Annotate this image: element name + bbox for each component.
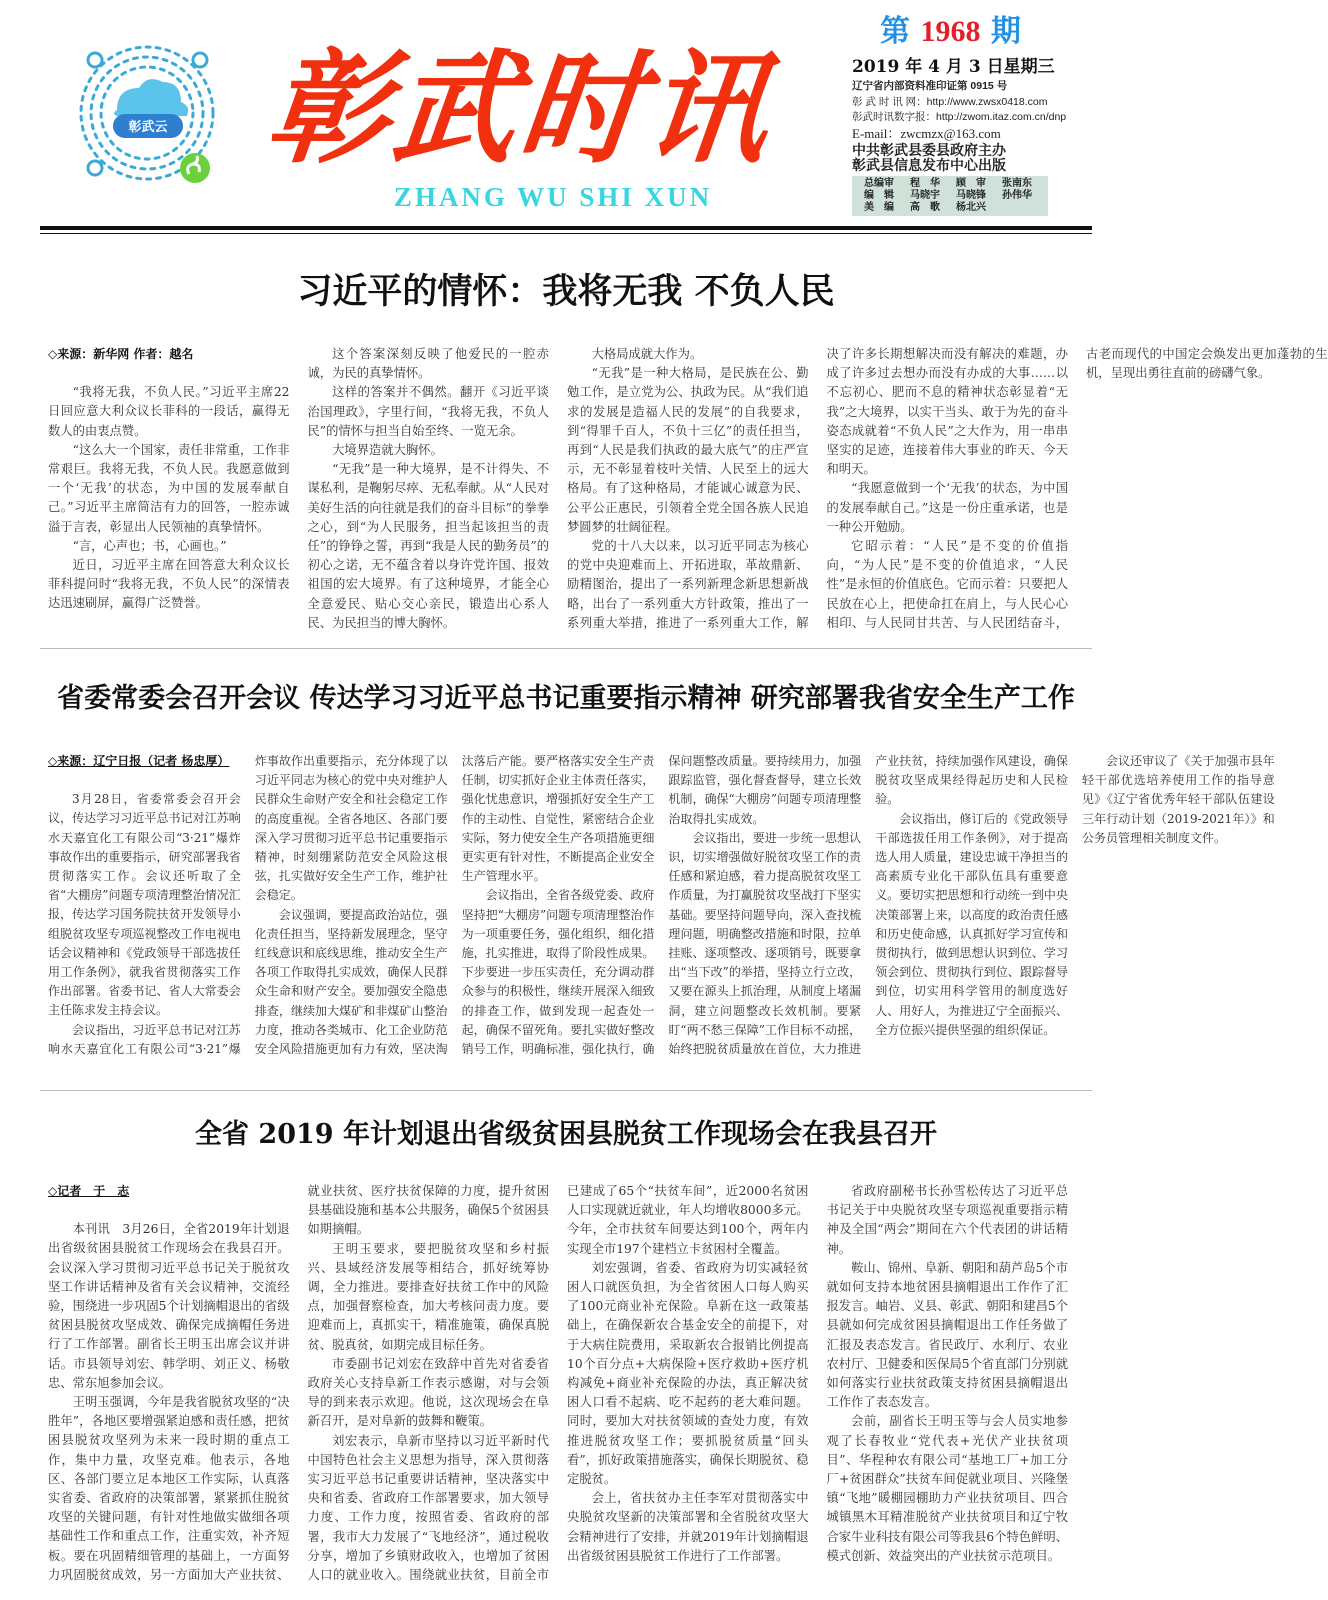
qr-label: 彰武云 <box>128 120 168 135</box>
article-paragraphs <box>48 345 1328 635</box>
publisher-line: 彰武县信息发布中心出版 <box>852 158 1006 174</box>
staff-row: 编 辑 马晓宇 马晓锋 孙伟华 <box>864 190 1032 201</box>
paragraph: 3月28日，省委常委会召开会议，传达学习习近平总书记对江苏响水天嘉宜化工有限公司“3·21”爆炸事故作出的重要指示，研究部署我省贯彻落实工作。会议还听取了全省“大棚房”问题专项清理整治情况汇报，传达学习国务院扶贫开发领导小组脱贫攻坚专项巡视整改工作电视电话会议精神和《党政领导干部选拔任用工作条例》，就我省贯彻落实工作作出部署。省委书记、省人大常委会主任陈求发主持会议。 <box>48 792 241 1018</box>
header-rule-thin <box>40 233 1092 234</box>
issue-date: 2019 年 4 月 3 日星期三 <box>852 57 1055 77</box>
paragraph: 会前，副省长王明玉等与会人员实地参观了长春牧业“党代表+光伏产业扶贫项目”、华程种农有限公司“基地工厂+加工分厂+贫困群众”扶贫车间促就业项目、兴隆堡镇“飞地”暖棚园棚助力产业扶贫项目、四合城镇黑木耳精准脱贫产业扶贫项目和辽宁牧合家牛业科技有限公司等我县6个特色鲜明、模式创新、效益突出的产业扶贫示范项目。 <box>826 1414 1068 1563</box>
article-divider <box>40 1090 1092 1091</box>
masthead-pinyin: ZHANG WU SHI XUN <box>393 182 713 212</box>
header-rule <box>40 226 1092 230</box>
website-link[interactable]: 彰 武 时 讯 网：http://www.zwsx0418.com <box>852 96 1048 108</box>
paragraph: 刘宏表示，阜新市坚持以习近平新时代中国特色社会主义思想为指导，深入贯彻落实习近平总书记重要讲话精神，坚决落实中央和省委、省政府工作部署要求，加大领导力度、工作力度，按照省委、省政府的部署，我市大力发展了“飞地经济”，通过税收分享，增加了乡镇财政收入，也增加了贫困人口的就业收入。围绕就业扶贫，目前全市已建成了65个“扶贫车间”，近2000名贫困人口实现就近就业，年人均增收8000多元。今年，全市扶贫车间要达到100个，两年内实现全市197个建档立卡贫困村全覆盖。 <box>307 1184 809 1583</box>
paragraph: 党的十八大以来，以习近平同志为核心的党中央迎难而上、开拓进取，革故鼎新、励精图治，提出了一系列新理念新思想新战略，出台了一系列重大方针政策，推出了一系列重大举措，推进了一系列重大工作，解决了许多长期想解决而没有解决的难题，办成了许多过去想办而没有办成的大事……以不忘初心、肥而不息的精神状态彰显着“无我”之大境界，以实干当头、敢于为先的奋斗姿态成就着“不负人民”之大作为，用一串串坚实的足迹，连接着伟大事业的昨天、今天和明天。 <box>567 347 1068 630</box>
article-1-body <box>48 345 1328 635</box>
headline-article-2: 省委常委会召开会议 传达学习习近平总书记重要指示精神 研究部署我省安全生产工作 <box>57 683 1075 714</box>
paragraph: 鞍山、锦州、阜新、朝阳和葫芦岛5个市就如何支持本地贫困县摘帽退出工作作了汇报发言。岫岩、义县、彰武、朝阳和建昌5个县就如何完成贫困县摘帽退出工作任务做了汇报及表态发言。省民政厅、水利厅、农业农村厅、卫健委和医保局5个省直部门分别就如何落实行业扶贫政策支持贫困县摘帽退出工作作了表态发言。 <box>826 1260 1068 1410</box>
paragraph: 这样的答案并不偶然。翻开《习近平谈治国理政》，字里行间，“我将无我，不负人民”的情怀与担当自始至终、一览无余。 <box>307 385 549 438</box>
article-paragraphs <box>48 752 1275 1077</box>
article-3-body <box>48 1182 1068 1600</box>
paragraph: 王明玉强调，今年是我省脱贫攻坚的“决胜年”，各地区要增强紧迫感和责任感，把贫困县脱贫攻坚列为未来一段时期的重点工作，集中力量，攻坚克难。他表示，各地区、各部门要立足本地区工作实际，认真落实省委、省政府的决策部署，紧紧抓住脱贫攻坚的关键问题，有针对性地做实做细各项基础性工作和重点工作，注重实效，补齐短板。要在巩固精细管理的基础上，一方面努力巩固脱贫成效，另一方面加大产业扶贫、就业扶贫、医疗扶贫保障的力度，提升贫困县基础设施和基本公共服务，确保5个贫困县如期摘帽。 <box>48 1184 549 1582</box>
paragraph: 会议指出，全省各级党委、政府坚持把“大棚房”问题专项清理整治作为一项重要任务，强化组织，细化措施，扎实推进，取得了阶段性成果。下步要进一步压实责任，充分调动群众参与的积极性，继续开展深入细致的排查工作，做到发现一起查处一起，确保不留死角。要扎实做好整改销号工作，明确标准，强化执行，确保问题整改质量。要持续用力，加强跟踪监管，强化督查督导，建立长效机制，确保“大棚房”问题专项清理整治取得扎实成效。 <box>461 754 862 1057</box>
paragraph: 省政府副秘书长孙雪松传达了习近平总书记关于中央脱贫攻坚专项巡视重要指示精神及全国“两会”期间在六个代表团的讲话精神。 <box>826 1184 1068 1256</box>
paragraph: 会议指出，修订后的《党政领导干部选拔任用工作条例》，对于提高选人用人质量，建设忠诚干净担当的高素质专业化干部队伍具有重要意义。要切实把思想和行动统一到中央决策部署上来，以高度的政治责任感和历史使命感，认真抓好学习宣传和贯彻执行，做到思想认识到位、学习领会到位、贯彻执行到位、跟踪督导到位，切实用科学管用的制度选好人、用好人，为推进辽宁全面振兴、全方位振兴提供坚强的组织保证。 <box>875 811 1068 1037</box>
paragraph: 近日，习近平主席在回答意大利众议长菲科提问时“我将无我，不负人民”的深情表达迅速刷屏，赢得广泛赞誉。 <box>48 558 290 611</box>
issue-prefix: 第 <box>880 14 910 49</box>
issue-number <box>880 6 1021 50</box>
paragraph: “这么大一个国家，责任非常重，工作非常艰巨。我将无我，不负人民。我愿意做到一个‘无我’的状态，为中国的发展奉献自己。”习近平主席简洁有力的回答，一腔赤诚溢于言表，彰显出人民领袖的真挚情怀。 <box>48 442 290 534</box>
publisher-info <box>852 144 1006 174</box>
paragraph: 这个答案深刻反映了他爱民的一腔赤诚，为民的真挚情怀。 <box>307 347 549 381</box>
paragraph: 它昭示着：“人民”是不变的价值指向，“为人民”是不变的价值追求，“人民性”是永恒的价值底色。它而示着：只要把人民放在心上，把使命扛在肩上，与人民心心相印、与人民同甘共苦、与人民团结奋斗，古老而现代的中国定会焕发出更加蓬勃的生机，呈现出勇往直前的磅礴气象。 <box>826 347 1328 630</box>
paragraph: 会议还审议了《关于加强市县年轻干部优选培养使用工作的指导意见》《辽宁省优秀年轻干部队伍建设三年行动计划（2019-2021年）》和公务员管理相关制度文件。 <box>1081 754 1275 845</box>
paragraph: 大境界造就大胸怀。 <box>332 443 443 458</box>
byline: ◇记者 于 志 <box>48 1184 130 1198</box>
article-divider <box>40 648 1092 649</box>
paragraph: 市委副书记刘宏在致辞中首先对省委省政府关心支持阜新工作表示感谢，对与会领导的到来表示欢迎。他说，这次现场会在阜新召开，是对阜新的鼓舞和鞭策。 <box>307 1356 549 1429</box>
digital-edition-link[interactable]: 彰武时讯数字报：http://zwom.itaz.com.cn/dnp <box>852 111 1067 123</box>
paragraph: 刘宏强调，省委、省政府为切实减轻贫困人口就医负担，为全省贫困人口每人购买了100元商业补充保险。阜新在这一政策基础上，在确保新农合基金安全的前提下，对于大病住院费用，采取新农合报销比例提高10个百分点+大病保险+医疗救助+医疗机构减免+商业补充保险的办法，真正解决贫困人口看不起病、吃不起药的老大难问题。同时，要加大对扶贫领域的查处力度，有效推进脱贫攻坚工作；要抓脱贫质量“回头看”，抓好政策措施落实，确保长期脱贫、稳定脱贫。 <box>567 1260 809 1487</box>
article-2-body <box>48 752 1275 1077</box>
headline-article-3: 全省 2019 年计划退出省级贫困县脱贫工作现场会在我县召开 <box>195 1119 937 1150</box>
paragraph: “我愿意做到一个‘无我’的状态，为中国的发展奉献自己。”这是一份庄重承诺，也是一种公开勉励。 <box>826 481 1068 534</box>
paragraph: “无我”是一种大格局，是民族在公、勤勉工作，是立党为公、执政为民。从“我们追求的发展是造福人民的发展”的自我要求，到“得罪千百人，不负十三亿”的责任担当，再到“人民是我们执政的最大底气”的庄严宣示，无不彰显着枝叶关情、人民至上的远大格局。有了这种格局，才能诚心诚意为民、公平公正惠民，引领着全党全国各族人民追梦圆梦的壮阔征程。 <box>567 366 809 534</box>
paragraph: 会议强调，要提高政治站位，强化责任担当，坚持新发展理念，坚守红线意识和底线思维，推动安全生产各项工作取得扎实成效，确保人民群众生命和财产安全。要加强安全隐患排查，继续加大煤矿和非煤矿山整治力度，推动各类城市、化工企业防范安全风险措施更加有力有效，坚决淘汰落后产能。要严格落实安全生产责任制，切实抓好企业主体责任落实，强化忧患意识，增强抓好安全生产工作的主动性、自觉性，紧密结合企业实际，努力使安全生产各项措施更细更实更有针对性，不断提高企业安全生产管理水平。 <box>254 754 655 1057</box>
paragraph: “我将无我，不负人民。”习近平主席22日回应意大利众议长菲科的一段话，赢得无数人的由衷点赞。 <box>48 385 290 438</box>
editorial-staff-box <box>852 176 1048 216</box>
qr-code-icon <box>75 18 220 208</box>
host-line: 中共彰武县委县政府主办 <box>852 143 1006 159</box>
email-link[interactable]: E-mail：zwcmzx@163.com <box>852 126 1001 141</box>
print-permit: 辽宁省内部资料准印证第 0915 号 <box>852 80 1008 92</box>
staff-row: 总编审 程 华 顾 审 张南东 <box>864 178 1032 189</box>
paragraph: 大格局成就大作为。 <box>591 347 703 361</box>
paragraph: “言，心声也；书，心画也。” <box>72 538 227 553</box>
byline: ◇来源：新华网 作者：越名 <box>48 347 194 361</box>
paragraph: 王明玉要求，要把脱贫攻坚和乡村振兴、县域经济发展等相结合，抓好统筹协调，全力推进。要排查好扶贫工作中的风险点，加强督察检查，加大考核问责力度。要迎难而上，真抓实干，精准施策，确保真脱贫、脱真贫，如期完成目标任务。 <box>307 1241 549 1352</box>
issue-suffix: 期 <box>990 14 1021 49</box>
mini-program-qr-code <box>75 18 220 208</box>
issue-value: 1968 <box>920 15 981 48</box>
paragraph: 本刊讯 3月26日，全省2019年计划退出省级贫困县脱贫工作现场会在我县召开。会议深入学习贯彻习近平总书记关于脱贫攻坚工作讲话精神及省有关会议精神，交流经验，围绕进一步巩固5个计划摘帽退出的省级贫困县脱贫攻坚成效、确保完成摘帽任务进行了工作部署。副省长王明玉出席会议并讲话。市县领导刘宏、韩学明、刘正义、杨敬忠、常东旭参加会议。 <box>48 1222 290 1390</box>
paragraph: 会议指出，习近平总书记对江苏响水天嘉宜化工有限公司“3·21”爆炸事故作出重要指示，充分体现了以习近平同志为核心的党中央对维护人民群众生命财产安全和社会稳定工作的高度重视。全省各地区、各部门要深入学习贯彻习近平总书记重要指示精神，时刻绷紧防范安全风险这根弦，扎实做好安全生产工作，维护社会稳定。 <box>48 754 448 1056</box>
paragraph: 会议指出，要进一步统一思想认识，切实增强做好脱贫攻坚工作的责任感和紧迫感，着力提高脱贫攻坚工作质量，为打赢脱贫攻坚战打下坚实基础。要坚持问题导向，深入查找梳理问题，明确整改措施和时限，拉单挂账、逐项整改、逐项销号，既要拿出“当下改”的举措，坚持立行立改，又要在源头上抓治理，从制度上堵漏洞，建立问题整改长效机制。要紧盯“两不愁三保障”工作目标不动摇，始终把脱贫质量放在首位，大力推进产业扶贫，持续加强作风建设，确保脱贫攻坚成果经得起历史和人民检验。 <box>668 754 1068 1057</box>
staff-row: 美 编 高 歌 杨北兴 <box>864 202 986 213</box>
headline-article-1: 习近平的情怀：我将无我 不负人民 <box>297 272 835 312</box>
byline: ◇来源：辽宁日报（记者 杨忠厚） <box>48 754 230 768</box>
paragraph: 会上，省扶贫办主任李军对贯彻落实中央脱贫攻坚新的决策部署和全省脱贫攻坚大会精神进行了安排，并就2019年计划摘帽退出省级贫困县脱贫工作进行了工作部署。 <box>567 1491 809 1563</box>
masthead-logo: 彰武时讯 <box>260 36 780 180</box>
paragraph: “无我”是一种大境界，是不计得失、不谋私利，是鞠躬尽瘁、无私奉献。从“人民对美好生活的向往就是我们的奋斗目标”的拳拳之心，到“为人民服务，担当起该担当的责任”的铮铮之誓，再到“我是人民的勤务员”的初心之诺，无不蕴含着以身许党许国、报效祖国的宏大境界。有了这种境界，才能全心全意爱民、贴心交心亲民，锻造出心系人民、为民担当的博大胸怀。 <box>307 462 549 630</box>
article-paragraphs <box>48 1182 1068 1600</box>
